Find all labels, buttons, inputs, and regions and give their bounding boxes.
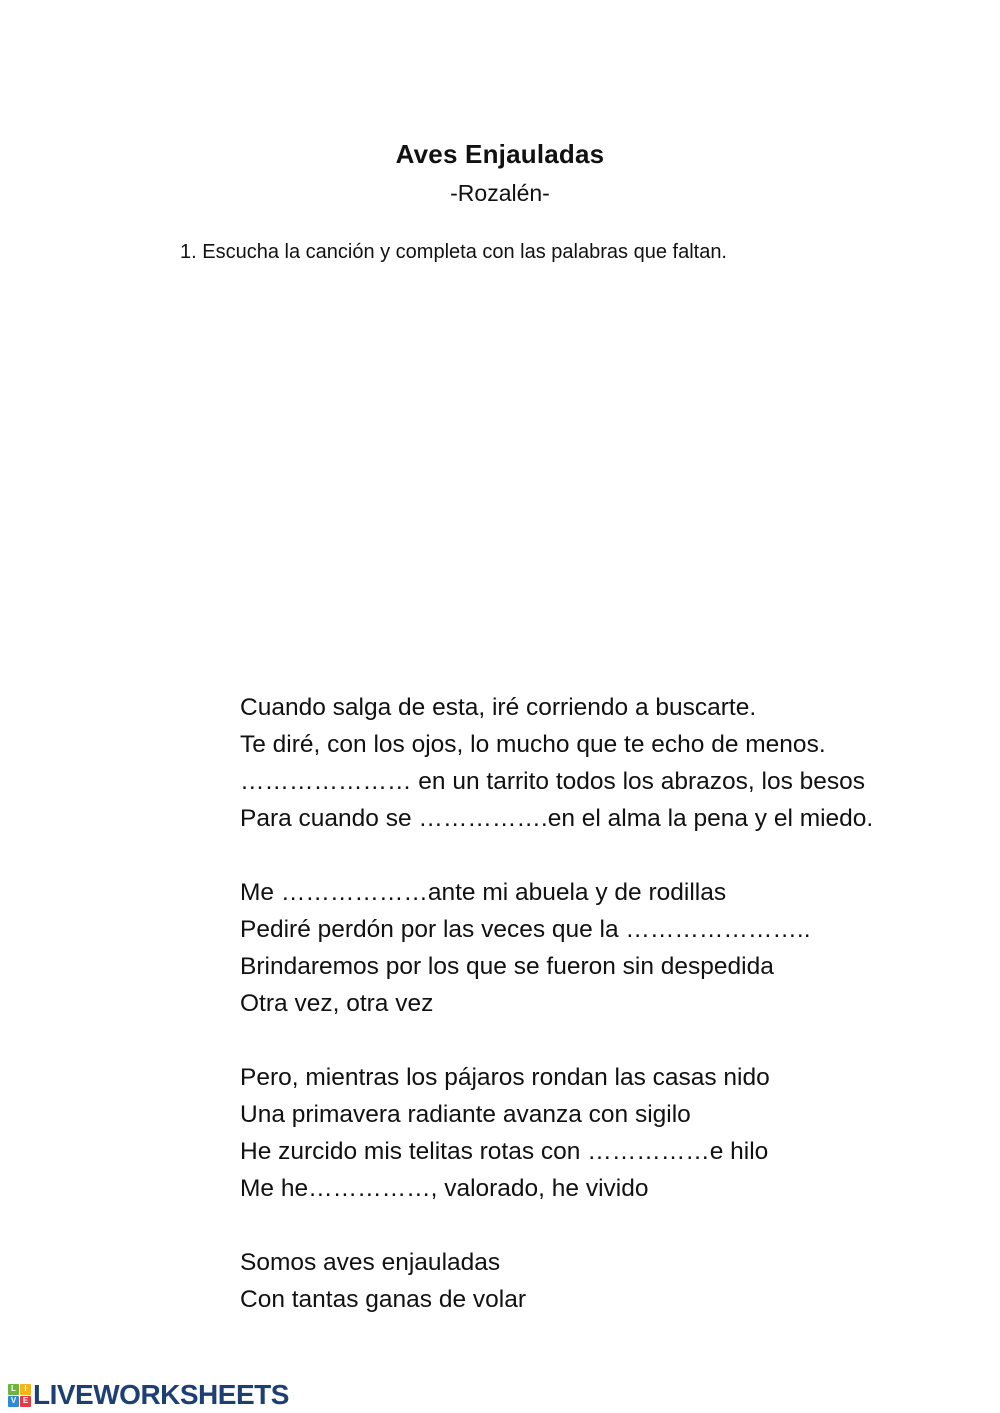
lyrics-block xyxy=(240,689,873,1318)
lyric-line: Brindaremos por los que se fueron sin despedida xyxy=(240,953,774,980)
stanza-2 xyxy=(240,874,873,1022)
lyric-line: Pero, mientras los pájaros rondan las casas nido xyxy=(240,1064,770,1091)
lyric-line: Te diré, con los ojos, lo mucho que te echo de menos. xyxy=(240,731,826,758)
lyric-line: Una primavera radiante avanza con sigilo xyxy=(240,1101,691,1128)
lyric-line: Cuando salga de esta, iré corriendo a buscarte. xyxy=(240,694,757,721)
lyric-line-with-blank: Me he……………, valorado, he vivido xyxy=(240,1175,649,1202)
liveworksheets-logo xyxy=(8,1381,289,1409)
lyric-line-with-blank: Pediré perdón por las veces que la ………………….. xyxy=(240,916,811,943)
logo-block-e: E xyxy=(20,1396,31,1407)
artist-name: -Rozalén- xyxy=(450,180,550,206)
stanza-1 xyxy=(240,689,873,837)
logo-block-i: I xyxy=(20,1384,31,1395)
lyric-line-with-blank: Para cuando se …………….en el alma la pena y el miedo. xyxy=(240,805,874,832)
lyric-line-with-blank: Me ………………ante mi abuela y de rodillas xyxy=(240,879,727,906)
lyric-line: Somos aves enjauladas xyxy=(240,1249,501,1276)
instruction-text: 1. Escucha la canción y completa con las palabras que faltan. xyxy=(180,241,727,263)
lyric-line: Con tantas ganas de volar xyxy=(240,1286,527,1313)
logo-wordmark: LIVEWORKSHEETS xyxy=(33,1379,289,1410)
worksheet-title: Aves Enjauladas xyxy=(395,139,605,169)
stanza-3 xyxy=(240,1059,873,1207)
live-blocks-icon xyxy=(8,1384,31,1407)
stanza-4 xyxy=(240,1244,873,1318)
logo-block-l: L xyxy=(8,1384,19,1395)
lyric-line-with-blank: ………………… en un tarrito todos los abrazos, los besos xyxy=(240,768,866,795)
logo-block-v: V xyxy=(8,1396,19,1407)
lyric-line-with-blank: He zurcido mis telitas rotas con ……………e hilo xyxy=(240,1138,769,1165)
lyric-line: Otra vez, otra vez xyxy=(240,990,434,1017)
